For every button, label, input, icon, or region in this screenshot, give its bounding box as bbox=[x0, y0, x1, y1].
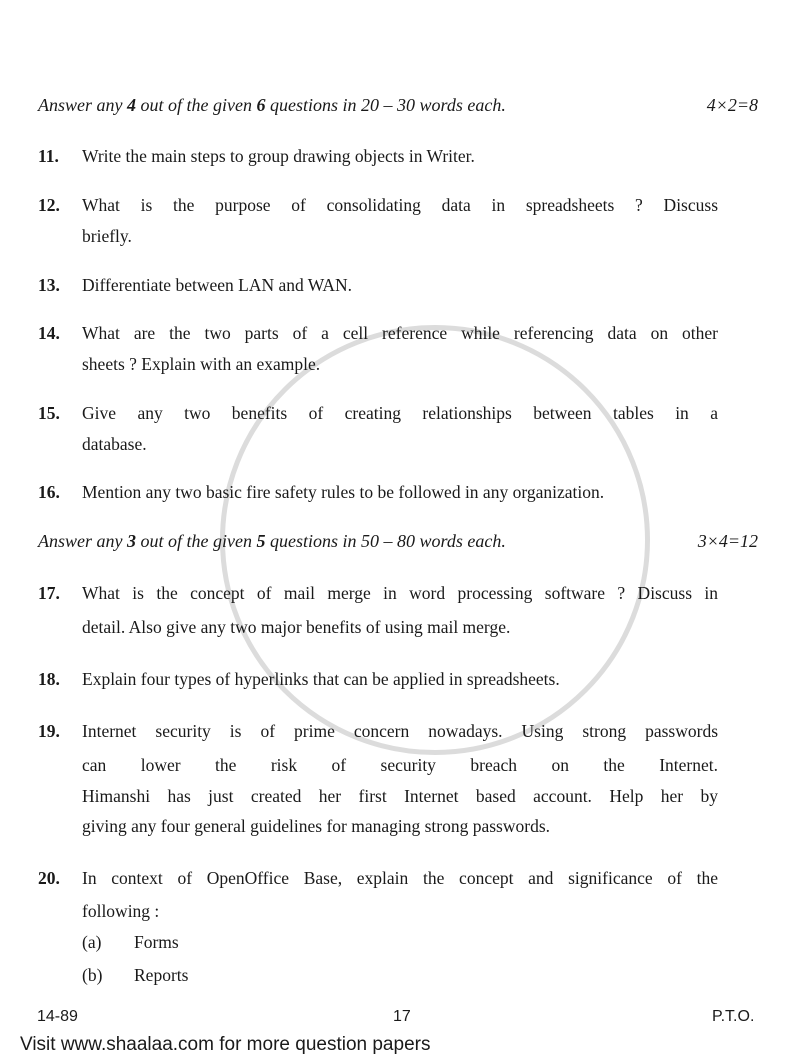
question-text-line: database. bbox=[82, 434, 147, 454]
visit-link[interactable]: Visit www.shaalaa.com for more question papers bbox=[20, 1034, 431, 1055]
question-text-line: Mention any two basic fire safety rules to be followed in any organization. bbox=[82, 482, 605, 502]
question-text-line: briefly. bbox=[82, 226, 132, 246]
question-text-line: What are the two parts of a cell reference while referencing data on other bbox=[82, 323, 718, 343]
question-number: 11. bbox=[38, 146, 59, 166]
question-text-line: following : bbox=[82, 901, 160, 921]
question-text-line: sheets ? Explain with an example. bbox=[82, 354, 321, 374]
question-number: 20. bbox=[38, 868, 60, 888]
question-text-line: giving any four general guidelines for managing strong passwords. bbox=[82, 816, 551, 836]
pto-label: P.T.O. bbox=[712, 1008, 755, 1025]
paper-code: 14-89 bbox=[37, 1008, 78, 1025]
question-text-line: Differentiate between LAN and WAN. bbox=[82, 275, 353, 295]
question-text-line: Give any two benefits of creating relationships between tables in a bbox=[82, 403, 718, 423]
question-number: 17. bbox=[38, 583, 60, 603]
question-text-line: Himanshi has just created her first Internet based account. Help her by bbox=[82, 786, 718, 806]
sub-part-label: (a) bbox=[82, 932, 102, 952]
sub-part-label: (b) bbox=[82, 965, 103, 985]
sub-part-text: Forms bbox=[134, 932, 179, 952]
question-number: 13. bbox=[38, 275, 60, 295]
question-number: 18. bbox=[38, 669, 60, 689]
question-number: 12. bbox=[38, 195, 60, 215]
question-text-line: Internet security is of prime concern nowadays. Using strong passwords bbox=[82, 721, 718, 741]
question-text-line: Explain four types of hyperlinks that can be applied in spreadsheets. bbox=[82, 669, 560, 689]
question-number: 14. bbox=[38, 323, 60, 343]
section-instruction: Answer any 4 out of the given 6 questions in 20 – 30 words each. bbox=[38, 95, 506, 115]
question-text-line: can lower the risk of security breach on the Internet. bbox=[82, 755, 718, 775]
question-text-line: What is the concept of mail merge in word processing software ? Discuss in bbox=[82, 583, 718, 603]
question-text-line: detail. Also give any two major benefits of using mail merge. bbox=[82, 617, 511, 637]
question-number: 15. bbox=[38, 403, 60, 423]
question-text-line: What is the purpose of consolidating data in spreadsheets ? Discuss bbox=[82, 195, 718, 215]
question-text-line: Write the main steps to group drawing objects in Writer. bbox=[82, 146, 475, 166]
section-marks: 3×4=12 bbox=[697, 531, 758, 551]
question-number: 19. bbox=[38, 721, 60, 741]
question-number: 16. bbox=[38, 482, 60, 502]
page-number: 17 bbox=[393, 1008, 411, 1025]
sub-part-text: Reports bbox=[134, 965, 189, 985]
question-text-line: In context of OpenOffice Base, explain the concept and significance of the bbox=[82, 868, 718, 888]
section-instruction: Answer any 3 out of the given 5 questions in 50 – 80 words each. bbox=[38, 531, 506, 551]
section-marks: 4×2=8 bbox=[706, 95, 758, 115]
